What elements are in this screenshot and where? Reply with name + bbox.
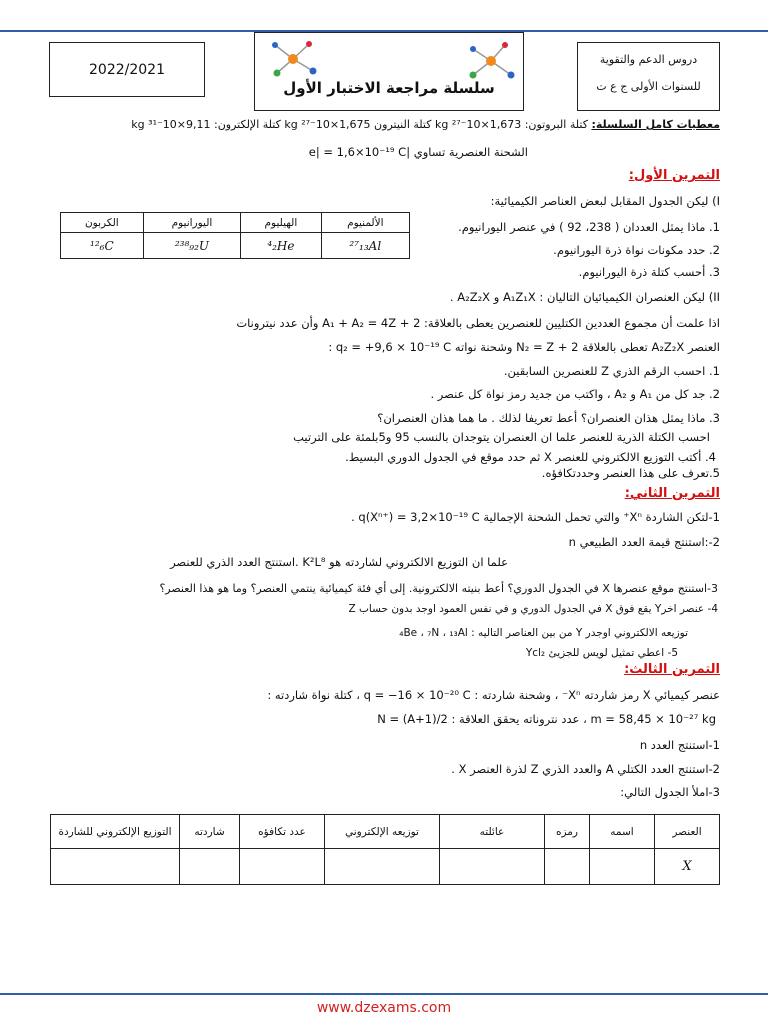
ex2-l4: 3-استنتج موقع عنصرها X في الجدول الدوري؟ أعط بنيته الالكترونية. إلى أي فئة كيميائية ينتمي العنصر؟ وما هو هذا العنصر؟ xyxy=(159,582,718,595)
molecule-icon-left xyxy=(263,39,323,83)
ex1-q1: 1. ماذا يمثل العددان ( 238، 92 ) في عنصر اليورانيوم. xyxy=(458,220,720,234)
answer-cell[interactable] xyxy=(180,849,240,885)
answer-header: اسمه xyxy=(590,815,655,849)
ex1-q2: 2. حدد مكونات نواة ذرة اليورانيوم. xyxy=(553,243,720,257)
ex1-s3b: احسب الكتلة الذرية للعنصر علما ان العنصران يتوجدان بالنسب 95 و5بلمئة على الترتيب xyxy=(293,430,710,444)
table-cell: ⁴₂He xyxy=(241,233,321,259)
answer-cell[interactable] xyxy=(545,849,590,885)
ex1-s2: 2. جد كل من A₁ و A₂ ، واكتب من جديد رمز نواة كل عنصر . xyxy=(430,387,720,401)
ex3-l3: 1-استنتج العدد n xyxy=(639,738,720,752)
givens-label: معطيات كامل السلسلة: xyxy=(591,118,720,131)
answer-cell[interactable]: X xyxy=(655,849,720,885)
ex1-part2-line2: العنصر A₂Z₂X تعطى بالعلاقة N₂ = Z + 2 وشحنة نواته q₂ = +9,6 × 10⁻¹⁹ C : xyxy=(328,340,720,354)
answer-cell[interactable] xyxy=(325,849,440,885)
ex1-s5: 5.تعرف على هذا العنصر وحددتكافؤه. xyxy=(541,466,720,480)
ex1-s1: 1. احسب الرقم الذري Z للعنصرين السابقين. xyxy=(503,364,720,378)
ex3-l1: عنصر كيميائي X رمز شاردته Xⁿ⁻ ، وشحنة شاردته : q = −16 × 10⁻²⁰ C ، كتلة نواة شاردته : xyxy=(267,688,720,702)
title-box xyxy=(254,32,524,111)
ex1-s3: 3. ماذا يمثل هذان العنصران؟ أعط تعريفا لذلك . ما هما هذان العنصران؟ xyxy=(377,411,720,425)
answer-header: التوزيع الإلكتروني للشاردة xyxy=(51,815,180,849)
course-line-2: للسنوات الأولى ج ع ت xyxy=(596,80,701,93)
answer-header: العنصر xyxy=(655,815,720,849)
ex1-q3: 3. أحسب كتلة ذرة اليورانيوم. xyxy=(578,265,720,279)
answer-header: عدد تكافؤه xyxy=(240,815,325,849)
ex3-l4: 2-استنتج العدد الكتلي A والعدد الذري Z لذرة العنصر X . xyxy=(451,762,720,776)
answer-cell[interactable] xyxy=(51,849,180,885)
table-cell: ²³⁸₉₂U xyxy=(143,233,241,259)
exercise-2-title: التمرين الثاني: xyxy=(624,486,720,501)
exercise-3-title: التمرين الثالث: xyxy=(624,662,720,677)
givens-masses: كتلة البروتون: 1,673×10⁻²⁷ kg كتلة النيترون 1,675×10⁻²⁷ kg كتلة الإلكترون: 9,11×10⁻³¹ kg xyxy=(131,118,588,131)
ex2-l2: 2-:استنتج قيمة العدد الطبيعي n xyxy=(568,535,720,549)
ex1-s4: 4. أكتب التوزيع الالكتروني للعنصر X ثم حدد موقع في الجدول الدوري البسيط. xyxy=(345,450,716,464)
table-header: الكربون xyxy=(61,213,144,233)
answer-header: رمزه xyxy=(545,815,590,849)
answer-header: شاردته xyxy=(180,815,240,849)
table-header: الألمنيوم xyxy=(321,213,409,233)
answer-header: عائلته xyxy=(440,815,545,849)
table-cell: ¹²₆C xyxy=(61,233,144,259)
answer-cell[interactable] xyxy=(240,849,325,885)
course-box xyxy=(577,42,720,111)
year-text: 2022/2021 xyxy=(89,61,165,78)
givens-line-2: الشحنة العنصرية تساوي |e| = 1,6×10⁻¹⁹ C xyxy=(308,145,528,159)
table-header: الهيليوم xyxy=(241,213,321,233)
ex2-l7: 5- اعطي تمثيل لويس للجزيئ Ycl₂ xyxy=(525,647,678,659)
givens-line-1 xyxy=(131,118,720,131)
bottom-rule xyxy=(0,993,768,995)
ex3-l5: 3-املأ الجدول التالي: xyxy=(620,785,720,799)
ex2-l3: علما ان التوزيع الالكتروني لشاردته هو K²L⁸ .استنتج العدد الذري للعنصر xyxy=(170,555,508,569)
ex1-part1-intro: I) ليكن الجدول المقابل لبعض العناصر الكيميائية: xyxy=(490,194,720,208)
answer-cell[interactable] xyxy=(590,849,655,885)
answer-header: توزيعه الإلكتروني xyxy=(325,815,440,849)
answer-table xyxy=(50,814,720,885)
ex1-part2-intro: II) ليكن العنصران الكيميائيان التاليان : A₁Z₁X و A₂Z₂X . xyxy=(449,290,720,304)
answer-cell[interactable] xyxy=(440,849,545,885)
ex1-part2-line1: اذا علمت أن مجموع العددين الكتليين للعنصرين يعطى بالعلاقة: A₁ + A₂ = 4Z + 2 وأن عدد نيترونات xyxy=(236,316,720,330)
ex2-l5: 4- عنصر اخرY يقع فوق X في الجدول الدوري و في نفس العمود اوجد بدون حساب Z xyxy=(348,603,718,615)
ex2-l6: توزيعه الالكتروني اوجدر Y من بين العناصر التاليه : ₄Be ، ₇N ، ₁₃Al xyxy=(399,627,688,639)
series-title: سلسلة مراجعة الاختبار الأول xyxy=(283,79,495,97)
table-cell: ²⁷₁₃Al xyxy=(321,233,409,259)
exercise-1-title: التمرين الأول: xyxy=(628,168,720,183)
year-box xyxy=(49,42,205,97)
ex3-l2: m = 58,45 × 10⁻²⁷ kg ، عدد نتروناته يحقق العلاقة : N = (A+1)/2 xyxy=(377,712,716,726)
elements-table xyxy=(60,212,410,259)
ex2-l1: 1-لتكن الشاردة Xⁿ⁺ والتي تحمل الشحنة الإجمالية q(Xⁿ⁺) = 3,2×10⁻¹⁹ C . xyxy=(351,510,720,524)
footer-site-link[interactable]: www.dzexams.com xyxy=(316,1000,452,1016)
table-header: اليورانيوم xyxy=(143,213,241,233)
course-line-1: دروس الدعم والتقوية xyxy=(599,53,698,66)
